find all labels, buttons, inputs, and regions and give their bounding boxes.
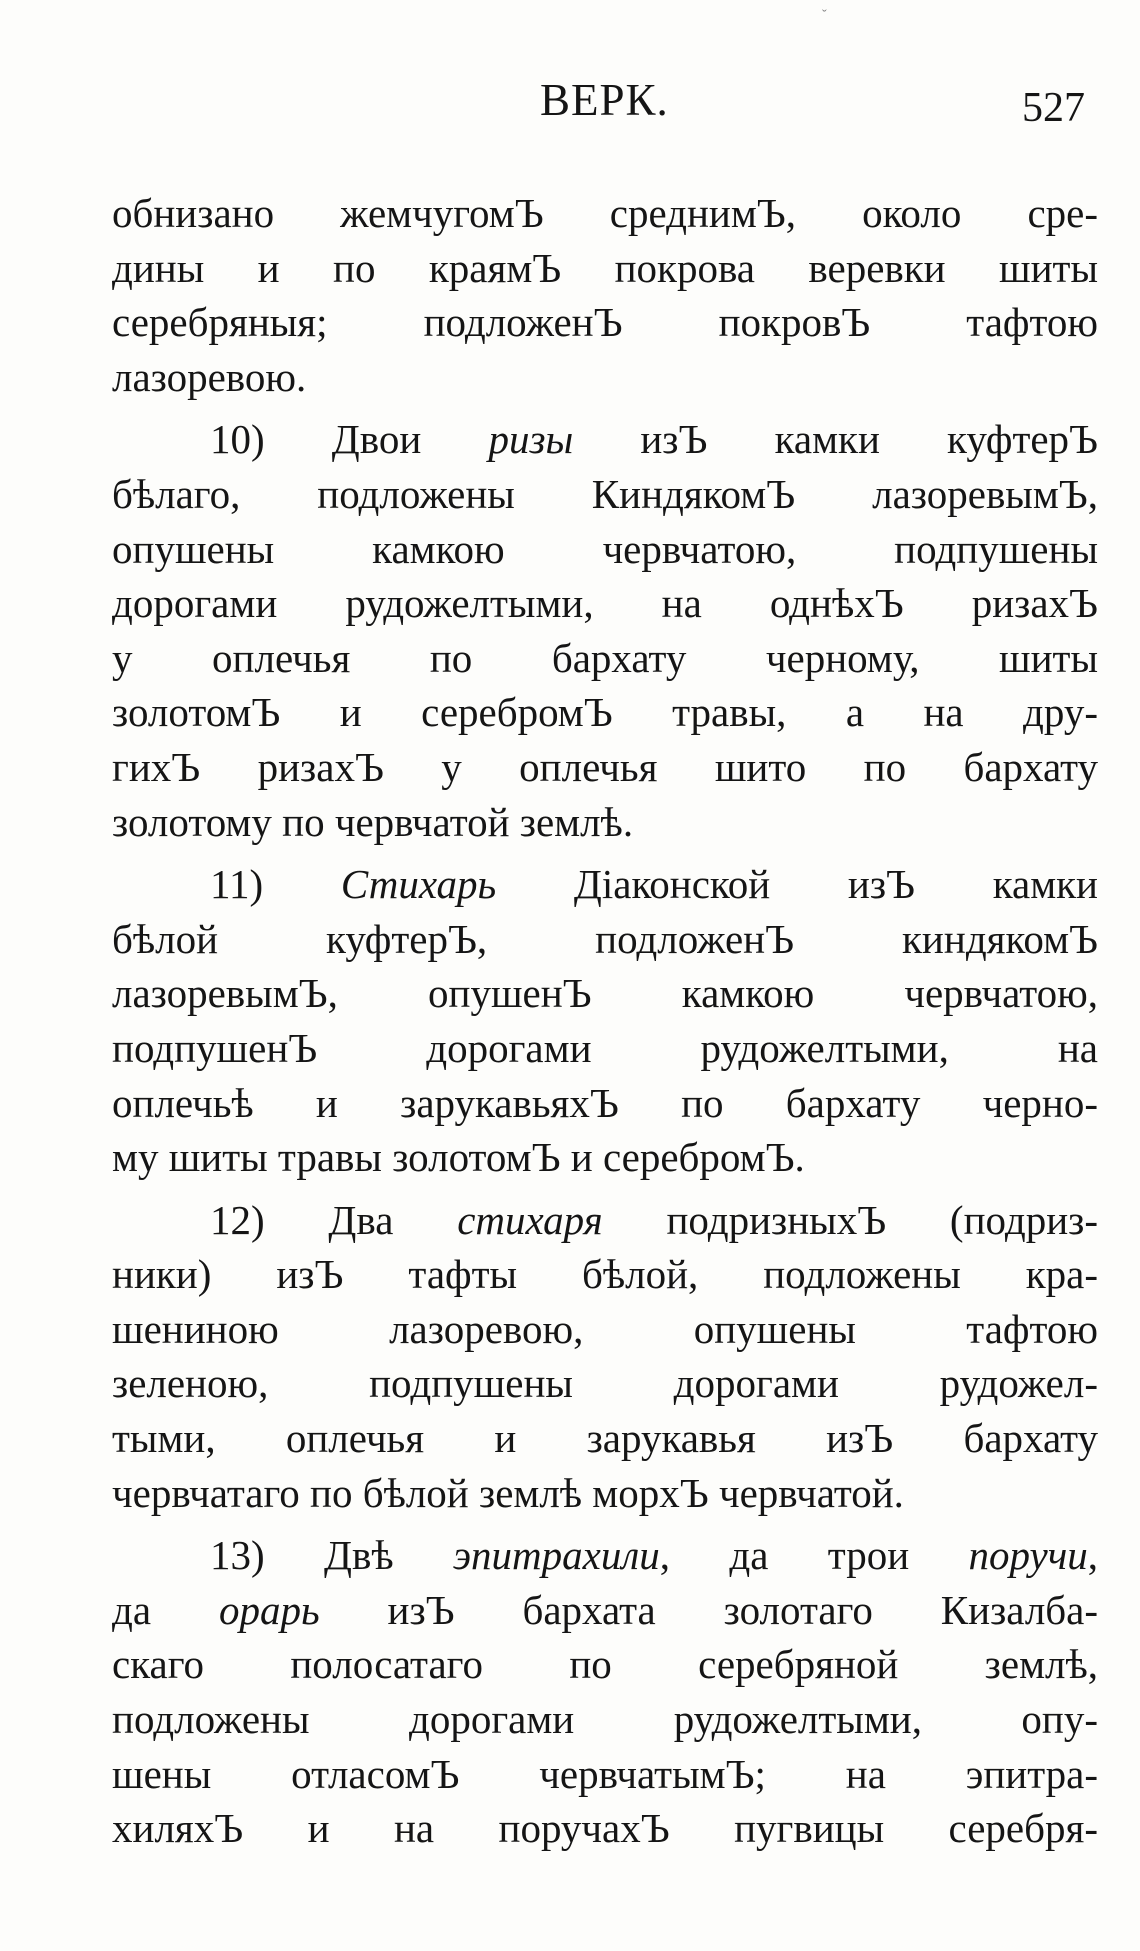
text-run: лазоревою. [112,353,307,400]
italic-term: эпитрахили [452,1532,660,1579]
text-run: хиляхЪ и на поручахЪ пугвицы серебря- [112,1805,1098,1852]
text-run: подпушенЪ дорогами рудожелтыми, на [112,1024,1098,1071]
italic-term: ризы [488,416,574,463]
body-text [112,186,1098,1856]
page-number: 527 [1022,85,1085,131]
text-run: скаго полосатаго по серебряной землѣ, [112,1641,1098,1688]
text-line [112,795,1098,850]
text-run: изЪ бархата золотаго Кизалба- [319,1586,1098,1633]
text-run: червчатаго по бѣлой землѣ морхЪ червчатой. [112,1469,904,1516]
text-line [112,740,1098,795]
text-line [112,522,1098,577]
ink-speck: ˇ [822,8,827,23]
text-run: обнизано жемчугомЪ среднимЪ, около сре- [112,190,1098,236]
text-run: 13) Двѣ [210,1532,453,1579]
text-line [112,1801,1098,1856]
text-run: у оплечья по бархату черному, шиты [112,634,1098,681]
text-run: оплечьѣ и зарукавьяхЪ по бархату черно- [112,1079,1098,1126]
text-line [112,1076,1098,1131]
text-run: бѣлаго, подложены КиндякомЪ лазоревымЪ, [112,470,1098,517]
text-line [112,631,1098,686]
text-run: тыми, оплечья и зарукавья изЪ бархату [112,1415,1098,1462]
text-run: лазоревымЪ, опушенЪ камкою червчатою, [112,970,1098,1017]
text-line [112,1411,1098,1466]
text-run: 12) Два [210,1196,458,1243]
text-run: зеленою, подпушены дорогами рудожел- [112,1360,1098,1407]
text-line [112,412,1098,467]
text-run: ники) изЪ тафты бѣлой, подложены кра- [112,1251,1098,1298]
text-line [112,295,1098,350]
italic-term: Стихарь [340,861,497,908]
text-run: шениною лазоревою, опушены тафтою [112,1305,1098,1352]
text-line [112,1247,1098,1302]
text-line [112,1528,1098,1583]
text-run: золотомЪ и серебромЪ травы, а на дру- [112,689,1098,736]
text-run: да [112,1586,219,1633]
italic-term: поручи [968,1532,1088,1579]
text-line [112,1692,1098,1747]
paragraph [112,1193,1098,1521]
text-run: 11) [210,861,341,908]
text-line [112,1356,1098,1411]
text-line [112,241,1098,296]
text-line [112,1466,1098,1521]
text-run: серебряныя; подложенЪ покровЪ тафтою [112,299,1098,346]
text-run: дины и по краямЪ покрова веревки шиты [112,244,1098,291]
text-line [112,1583,1098,1638]
text-run: му шиты травы золотомЪ и серебромЪ. [112,1134,805,1181]
text-line [112,857,1098,912]
text-run: , да трои [659,1532,969,1579]
text-line [112,1193,1098,1248]
text-line [112,467,1098,522]
text-line [112,966,1098,1021]
text-run: опушены камкою червчатою, подпушены [112,525,1098,572]
paragraph [112,1528,1098,1856]
text-line [112,576,1098,631]
text-run: , [1087,1532,1098,1579]
running-head: ВЕРК. [540,75,669,125]
italic-term: стихаря [457,1196,603,1243]
text-run: бѣлой куфтерЪ, подложенЪ киндякомЪ [112,915,1098,962]
italic-term: орарь [218,1586,320,1633]
text-run: Діаконской изЪ камки [496,861,1099,908]
text-line [112,1747,1098,1802]
text-run: подризныхЪ (подриз- [602,1196,1099,1243]
paragraph [112,186,1098,404]
text-line [112,186,1098,241]
text-line [112,1130,1098,1185]
paragraph [112,412,1098,849]
paragraph [112,857,1098,1185]
text-run: золотому по червчатой землѣ. [112,798,634,845]
text-run: шены отласомЪ червчатымЪ; на эпитра- [112,1750,1098,1797]
text-line [112,1021,1098,1076]
text-line [112,350,1098,405]
text-line [112,912,1098,967]
text-run: изЪ камки куфтерЪ [573,416,1099,463]
text-line [112,1637,1098,1692]
text-line [112,685,1098,740]
text-line [112,1302,1098,1357]
text-run: подложены дорогами рудожелтыми, опу- [112,1696,1098,1743]
text-run: 10) Двои [210,416,489,463]
text-run: гихЪ ризахЪ у оплечья шито по бархату [112,743,1098,790]
text-run: дорогами рудожелтыми, на однѣхЪ ризахЪ [112,580,1098,627]
